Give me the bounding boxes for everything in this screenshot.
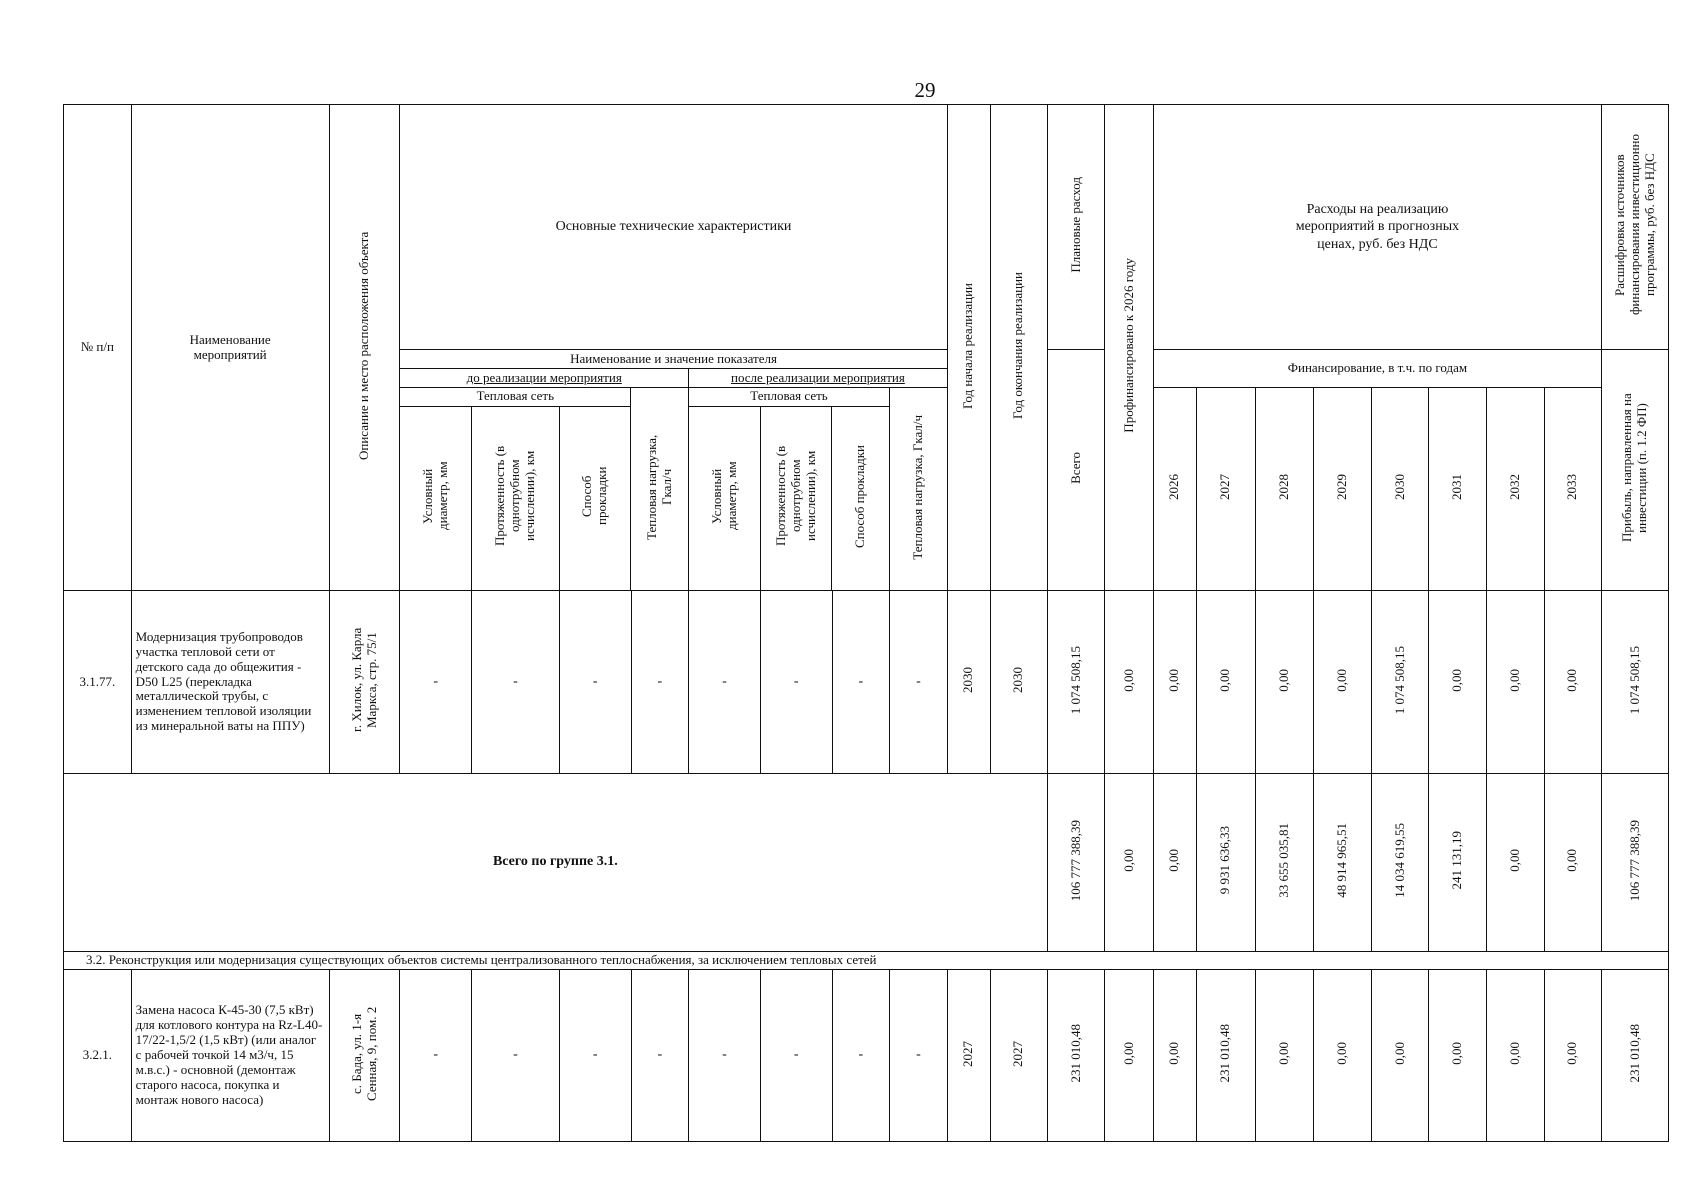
header-year-2028: 2028 bbox=[1255, 388, 1314, 591]
row-total: 231 010,48 bbox=[1047, 970, 1105, 1142]
row-location: с. Бада, ул. 1-я Сенная, 9, пом. 2 bbox=[329, 970, 400, 1142]
row-location: г. Хилок, ул. Карла Маркса, стр. 75/1 bbox=[329, 591, 400, 774]
group-total-y2028: 33 655 035,81 bbox=[1255, 774, 1314, 952]
header-after-heat-load: Тепловая нагрузка, Гкал/ч bbox=[909, 414, 925, 560]
page-number: 29 bbox=[914, 78, 936, 102]
row-y2033: 0,00 bbox=[1544, 970, 1602, 1142]
header-year-start: Год начала реализации bbox=[947, 105, 990, 591]
row-y2029: 0,00 bbox=[1314, 591, 1372, 774]
header-year-2027: 2027 bbox=[1197, 388, 1256, 591]
header-year-2031: 2031 bbox=[1429, 388, 1487, 591]
row-name: Модернизация трубопроводов участка тепловой сети от детского сада до общежития - D50 L25 (перекладка металлической трубы, с изменением тепловой изоляции из минеральной ваты на ППУ) bbox=[131, 591, 329, 774]
row-y2029: 0,00 bbox=[1314, 970, 1372, 1142]
row-before-laying: - bbox=[559, 970, 631, 1142]
header-tech-group: Основные технические характеристики bbox=[400, 105, 947, 350]
header-before-laying: Способ прокладки bbox=[559, 406, 630, 590]
header-name: Наименование мероприятий bbox=[131, 105, 329, 591]
row-profit: 1 074 508,15 bbox=[1602, 591, 1669, 774]
investment-table bbox=[63, 104, 1669, 1142]
row-prefinanced: 0,00 bbox=[1105, 970, 1153, 1142]
header-year-2030: 2030 bbox=[1371, 388, 1429, 591]
group-total-y2026: 0,00 bbox=[1153, 774, 1196, 952]
row-y2028: 0,00 bbox=[1255, 591, 1314, 774]
header-before-diameter: Условный диаметр, мм bbox=[400, 406, 471, 590]
row-before-heat-load: - bbox=[631, 591, 689, 774]
row-after-heat-load: - bbox=[890, 970, 948, 1142]
row-before-length: - bbox=[472, 970, 560, 1142]
row-after-laying: - bbox=[832, 970, 890, 1142]
row-after-laying: - bbox=[832, 591, 890, 774]
group-total-y2031: 241 131,19 bbox=[1429, 774, 1487, 952]
row-y2033: 0,00 bbox=[1544, 591, 1602, 774]
header-year-end: Год окончания реализации bbox=[991, 105, 1048, 591]
row-y2027: 231 010,48 bbox=[1197, 970, 1256, 1142]
header-indicator-group: Наименование и значение показателя bbox=[400, 350, 947, 369]
row-before-length: - bbox=[472, 591, 560, 774]
header-after-heat-net: Тепловая сеть bbox=[689, 388, 889, 406]
group-total-y2027: 9 931 636,33 bbox=[1197, 774, 1256, 952]
group-total-label: Всего по группе 3.1. bbox=[64, 774, 1048, 952]
header-after: после реализации мероприятия bbox=[689, 369, 948, 388]
header-after-sub bbox=[689, 388, 948, 591]
group-total-prefinanced: 0,00 bbox=[1105, 774, 1153, 952]
row-y2031: 0,00 bbox=[1429, 591, 1487, 774]
row-before-heat-load: - bbox=[631, 970, 689, 1142]
row-num: 3.2.1. bbox=[64, 970, 132, 1142]
row-year-end: 2030 bbox=[991, 591, 1048, 774]
header-sources: Расшифровка источников финансирования инвестиционно программы, руб. без НДС bbox=[1602, 105, 1669, 350]
row-year-start: 2027 bbox=[947, 970, 990, 1142]
group-total-y2029: 48 914 965,51 bbox=[1314, 774, 1372, 952]
row-before-diameter: - bbox=[400, 591, 472, 774]
header-prefinanced: Профинансировано к 2026 году bbox=[1105, 105, 1153, 591]
row-y2026: 0,00 bbox=[1153, 591, 1196, 774]
header-row-1 bbox=[64, 105, 1669, 350]
group-total-y2033: 0,00 bbox=[1544, 774, 1602, 952]
header-num: № п/п bbox=[64, 105, 132, 591]
row-y2032: 0,00 bbox=[1487, 591, 1545, 774]
row-y2031: 0,00 bbox=[1429, 970, 1487, 1142]
header-year-2026: 2026 bbox=[1153, 388, 1196, 591]
row-year-end: 2027 bbox=[991, 970, 1048, 1142]
row-y2030: 1 074 508,15 bbox=[1371, 591, 1429, 774]
row-total: 1 074 508,15 bbox=[1047, 591, 1105, 774]
header-planned-cost: Плановые расход bbox=[1047, 105, 1105, 350]
header-before-length: Протяженность (в однотрубном исчислении), км bbox=[472, 406, 560, 590]
header-location: Описание и место расположения объекта bbox=[329, 105, 400, 591]
row-name: Замена насоса К-45-30 (7,5 кВт) для котлового контура на Rz-L40-17/22-1,5/2 (1,5 кВт) (или аналог с рабочей точкой 14 м3/ч, 15 м.в.с.) - основной (демонтаж старого насоса, покупка и монтаж нового насоса) bbox=[131, 970, 329, 1142]
row-prefinanced: 0,00 bbox=[1105, 591, 1153, 774]
header-year-2032: 2032 bbox=[1487, 388, 1545, 591]
header-after-length: Протяженность (в однотрубном исчислении), км bbox=[761, 406, 832, 590]
header-before-heat-net: Тепловая сеть bbox=[400, 388, 630, 406]
header-before-sub bbox=[400, 388, 689, 591]
header-total: Всего bbox=[1047, 350, 1105, 591]
group-total-y2032: 0,00 bbox=[1487, 774, 1545, 952]
row-after-length: - bbox=[760, 970, 832, 1142]
table-row bbox=[64, 591, 1669, 774]
header-year-2033: 2033 bbox=[1544, 388, 1602, 591]
header-after-laying: Способ прокладки bbox=[832, 406, 889, 590]
row-year-start: 2030 bbox=[947, 591, 990, 774]
row-y2030: 0,00 bbox=[1371, 970, 1429, 1142]
row-after-heat-load: - bbox=[890, 591, 948, 774]
header-expenses-group: Расходы на реализацию мероприятий в прогнозных ценах, руб. без НДС bbox=[1153, 105, 1601, 350]
group-total-row bbox=[64, 774, 1669, 952]
group-total-profit: 106 777 388,39 bbox=[1602, 774, 1669, 952]
row-after-length: - bbox=[760, 591, 832, 774]
group-total-total: 106 777 388,39 bbox=[1047, 774, 1105, 952]
header-profit: Прибыль, направленная на инвестиции (п. 1.2 ФП) bbox=[1602, 350, 1669, 591]
row-num: 3.1.77. bbox=[64, 591, 132, 774]
row-before-laying: - bbox=[559, 591, 631, 774]
header-before-heat-load: Тепловая нагрузка, Гкал/ч bbox=[643, 434, 674, 540]
header-before: до реализации мероприятия bbox=[400, 369, 689, 388]
group-total-y2030: 14 034 619,55 bbox=[1371, 774, 1429, 952]
header-financing-by-year: Финансирование, в т.ч. по годам bbox=[1153, 350, 1601, 388]
row-after-diameter: - bbox=[689, 970, 761, 1142]
row-y2028: 0,00 bbox=[1255, 970, 1314, 1142]
table-row bbox=[64, 970, 1669, 1142]
row-before-diameter: - bbox=[400, 970, 472, 1142]
header-after-diameter: Условный диаметр, мм bbox=[689, 406, 760, 590]
row-y2027: 0,00 bbox=[1197, 591, 1256, 774]
row-after-diameter: - bbox=[689, 591, 761, 774]
section-title: 3.2. Реконструкция или модернизация существующих объектов системы централизованного теплоснабжения, за исключением тепловых сетей bbox=[64, 952, 1669, 970]
row-y2026: 0,00 bbox=[1153, 970, 1196, 1142]
header-year-2029: 2029 bbox=[1314, 388, 1372, 591]
row-y2032: 0,00 bbox=[1487, 970, 1545, 1142]
section-title-row bbox=[64, 952, 1669, 970]
row-profit: 231 010,48 bbox=[1602, 970, 1669, 1142]
